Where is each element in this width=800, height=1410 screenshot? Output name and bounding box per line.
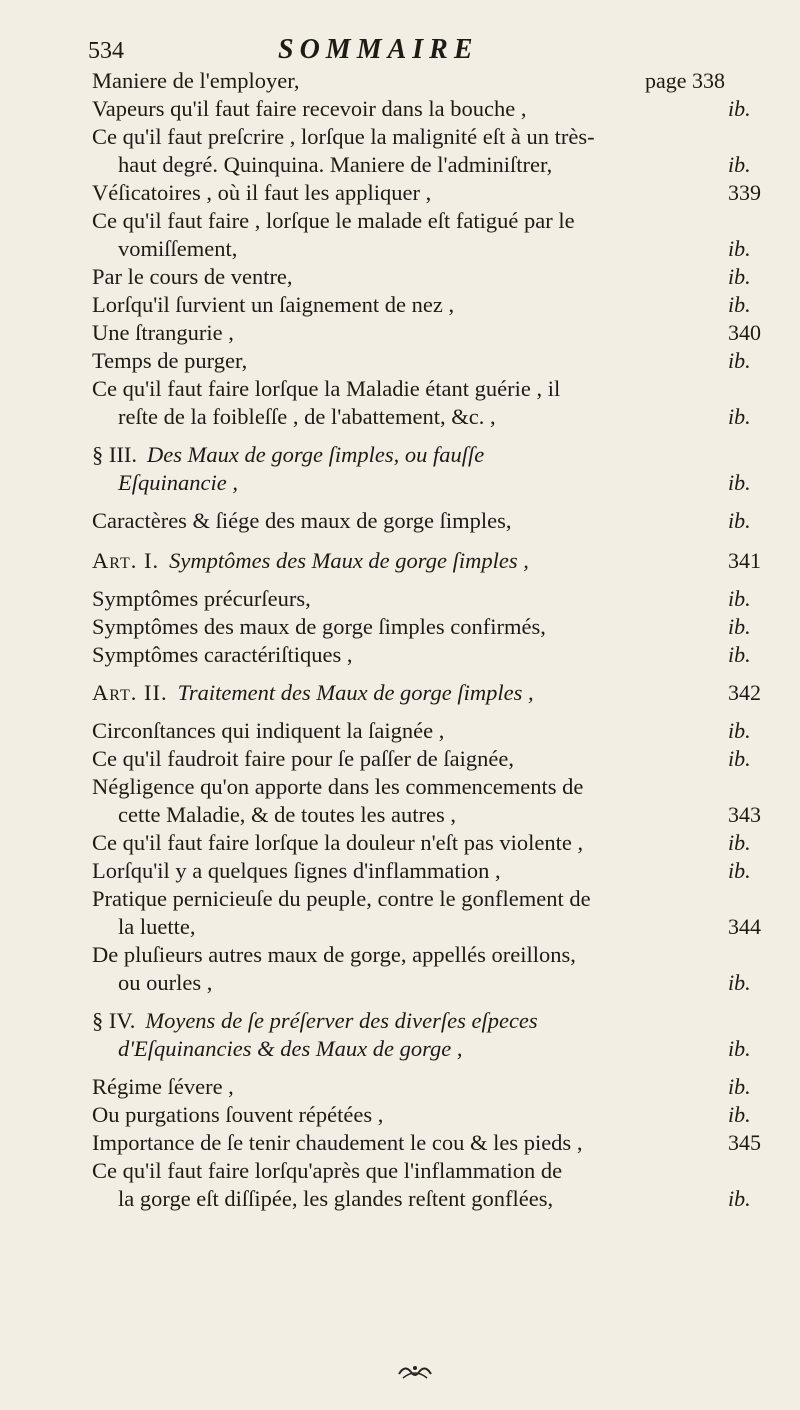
page-reference: ib.	[728, 404, 751, 429]
section-prefix: Art. I.	[92, 548, 160, 573]
page-reference: ib.	[728, 152, 751, 177]
toc-entry	[0, 884, 800, 914]
entry-text: Circonſtances qui indiquent la ſaignée ,	[92, 718, 445, 743]
section-prefix: § III.	[92, 442, 137, 467]
page-reference: 340	[728, 320, 761, 345]
toc-entry	[0, 612, 800, 642]
entry-text: Pratique pernicieuſe du peuple, contre le gonflement de	[92, 886, 591, 911]
section-prefix: Art. II.	[92, 680, 168, 705]
page-reference: ib.	[728, 718, 751, 743]
toc-entry	[0, 506, 800, 536]
toc-entry	[0, 968, 800, 998]
page-reference: ib.	[728, 264, 751, 289]
entry-text: haut degré. Quinquina. Maniere de l'adminiſtrer,	[118, 152, 553, 177]
page-reference: ib.	[728, 508, 751, 533]
entry-text: Caractères & ſiége des maux de gorge ſimples,	[92, 508, 512, 533]
toc-entry	[0, 262, 800, 292]
page-reference: 342	[728, 680, 761, 705]
toc-entry	[0, 122, 800, 152]
entry-text: vomiſſement,	[118, 236, 238, 261]
page-reference: ib.	[728, 292, 751, 317]
page-reference: ib.	[728, 1036, 751, 1061]
page-reference: ib.	[728, 858, 751, 883]
page-reference: ib.	[728, 96, 751, 121]
entry-text: Ou purgations ſouvent répétées ,	[92, 1102, 384, 1127]
page-reference: 339	[728, 180, 761, 205]
toc-entry	[0, 178, 800, 208]
page-reference: ib.	[728, 614, 751, 639]
entry-text: De pluſieurs autres maux de gorge, appellés oreillons,	[92, 942, 576, 967]
toc-entry	[0, 940, 800, 970]
toc-entry	[0, 94, 800, 124]
toc-entry	[0, 1072, 800, 1102]
printer-ornament-icon	[395, 1360, 435, 1384]
page-reference: ib.	[728, 348, 751, 373]
toc-entry	[0, 1100, 800, 1130]
section-prefix: § IV.	[92, 1008, 136, 1033]
page-reference: ib.	[728, 1186, 751, 1211]
entry-text: la luette,	[118, 914, 196, 939]
toc-entry	[0, 1034, 800, 1064]
toc-entry	[0, 546, 800, 576]
toc-entry	[0, 1006, 800, 1036]
entry-text: Négligence qu'on apporte dans les commencements de	[92, 774, 584, 799]
toc-entry	[0, 800, 800, 830]
entry-text: ou ourles ,	[118, 970, 213, 995]
toc-entry	[0, 318, 800, 348]
toc-entry	[0, 468, 800, 498]
entry-text: Eſquinancie ,	[118, 470, 238, 495]
page-reference: ib.	[728, 586, 751, 611]
page-reference: ib.	[728, 642, 751, 667]
entry-text: Ce qu'il faudroit faire pour ſe paſſer de ſaignée,	[92, 746, 515, 771]
entry-text: Régime ſévere ,	[92, 1074, 234, 1099]
entry-text: Symptômes précurſeurs,	[92, 586, 311, 611]
page-reference: 344	[728, 914, 761, 939]
entry-text: Moyens de ſe préſerver des diverſes eſpeces	[145, 1008, 538, 1033]
toc-entry	[0, 150, 800, 180]
page-reference: ib.	[728, 1074, 751, 1099]
entry-text: Maniere de l'employer,	[92, 68, 300, 93]
toc-entry	[0, 1128, 800, 1158]
toc-entry	[0, 374, 800, 404]
entry-text: d'Eſquinancies & des Maux de gorge ,	[118, 1036, 463, 1061]
entry-text: Une ſtrangurie ,	[92, 320, 234, 345]
entry-text: la gorge eſt diſſipée, les glandes reſtent gonflées,	[118, 1186, 554, 1211]
toc-entry	[0, 440, 800, 470]
entry-text: Ce qu'il faut faire lorſque la douleur n'eſt pas violente ,	[92, 830, 584, 855]
entry-text: Lorſqu'il ſurvient un ſaignement de nez ,	[92, 292, 455, 317]
toc-entry	[0, 1156, 800, 1186]
entry-text: Symptômes des Maux de gorge ſimples ,	[169, 548, 529, 573]
entry-text: Des Maux de gorge ſimples, ou fauſſe	[146, 442, 485, 467]
entry-text: Vapeurs qu'il faut faire recevoir dans la bouche ,	[92, 96, 527, 121]
entry-text: Importance de ſe tenir chaudement le cou & les pieds ,	[92, 1130, 583, 1155]
toc-entry	[0, 856, 800, 886]
entry-text: Symptômes caractériſtiques ,	[92, 642, 353, 667]
entry-text: Lorſqu'il y a quelques ſignes d'inflammation ,	[92, 858, 501, 883]
page-reference: ib.	[728, 746, 751, 771]
entry-text: Par le cours de ventre,	[92, 264, 293, 289]
toc-entry	[0, 912, 800, 942]
page-reference: ib.	[728, 236, 751, 261]
page-reference: page 338	[645, 68, 726, 93]
toc-entry	[0, 744, 800, 774]
entry-text: Symptômes des maux de gorge ſimples confirmés,	[92, 614, 546, 639]
entry-text: Véſicatoires , où il faut les appliquer ,	[92, 180, 432, 205]
toc-entry	[0, 828, 800, 858]
page-reference: ib.	[728, 1102, 751, 1127]
toc-entry	[0, 1184, 800, 1214]
entry-text: Ce qu'il faut faire lorſqu'après que l'inflammation de	[92, 1158, 563, 1183]
toc-entry	[0, 772, 800, 802]
toc-entry	[0, 290, 800, 320]
page-reference: 341	[728, 548, 761, 573]
entry-text: Ce qu'il faut faire lorſque la Maladie étant guérie , il	[92, 376, 561, 401]
entry-text: reſte de la foibleſſe , de l'abattement, &c. ,	[118, 404, 496, 429]
page-reference: 343	[728, 802, 761, 827]
entry-text: Ce qu'il faut preſcrire , lorſque la malignité eſt à un très-	[92, 124, 595, 149]
entry-text: Ce qu'il faut faire , lorſque le malade eſt fatigué par le	[92, 208, 575, 233]
toc-entry	[0, 234, 800, 264]
entry-text: cette Maladie, & de toutes les autres ,	[118, 802, 457, 827]
page-reference: ib.	[728, 970, 751, 995]
running-title: SOMMAIRE	[278, 34, 479, 65]
page-reference: ib.	[728, 830, 751, 855]
toc-entry	[0, 206, 800, 236]
toc-entry	[0, 678, 800, 708]
page-number: 534	[88, 38, 124, 64]
toc-entry	[0, 640, 800, 670]
toc-entry	[0, 402, 800, 432]
entry-text: Traitement des Maux de gorge ſimples ,	[177, 680, 534, 705]
toc-entry	[0, 66, 800, 96]
entry-text: Temps de purger,	[92, 348, 248, 373]
page-reference: ib.	[728, 470, 751, 495]
toc-entry	[0, 584, 800, 614]
toc-entry	[0, 716, 800, 746]
page-reference: 345	[728, 1130, 761, 1155]
toc-entry	[0, 346, 800, 376]
